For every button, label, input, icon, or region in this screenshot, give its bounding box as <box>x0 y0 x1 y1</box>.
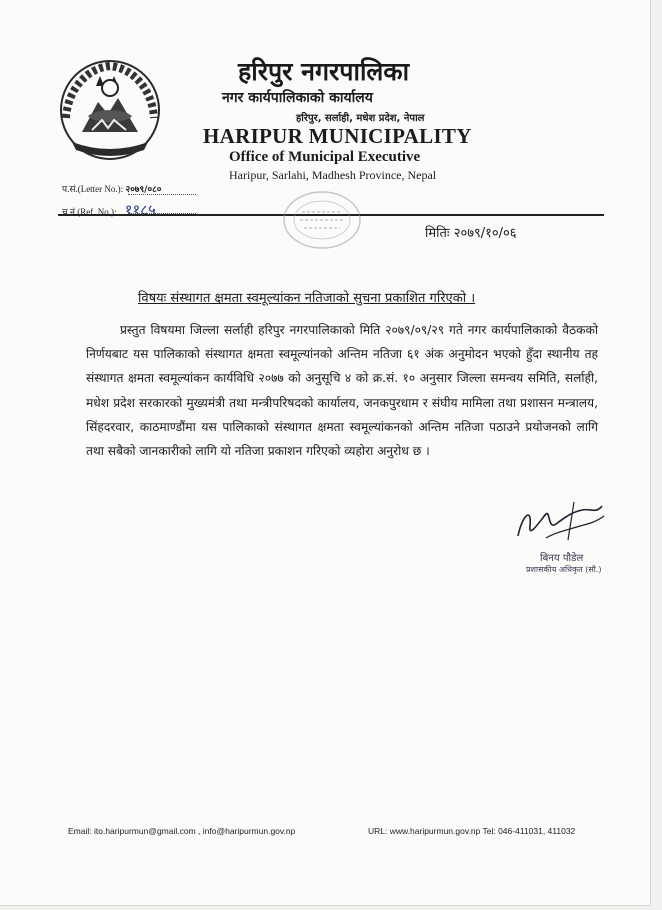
signatory-title: प्रशासकीय अधिकृत (सौ.) <box>526 565 602 574</box>
address-nepali: हरिपुर, सर्लाही, मधेश प्रदेश, नेपाल <box>296 113 425 124</box>
municipality-name-english: HARIPUR MUNICIPALITY <box>203 124 472 148</box>
reference-number <box>62 200 156 220</box>
date-label: मितिः <box>425 226 450 241</box>
letter-body: प्रस्तुत विषयमा जिल्ला सर्लाही हरिपुर नगरपालिकाको मिति २०७९/०९/२९ गते नगर कार्यपालिकाको वैठकको निर्णयबाट यस पालिकाको संस्थागत क्षमता स्वमूल्यांनको अन्तिम नतिजा ६१ अंक अनुमोदन भएको हुँदा स्थानीय तह संस्थागत क्षमता स्वमूल्यांकन कार्यविधि २०७७ को अनुसूचि ४ को क्र.सं. १० अनुसार जिल्ला समन्वय समिति, सर्लाही, मधेश प्रदेश सरकारको मुख्यमंत्री तथा मन्त्रीपरिषदको कार्यालय, जनकपुरधाम र संघीय मामिला तथा प्रशासन मन्त्रालय, सिंहदरवार, काठमाण्डौंमा यस पालिकाको संस्थागत क्षमता स्वमूल्यांकनको अन्तिम नतिजा पठाउने प्रयोजनको लागि तथा सबैको जानकारीको लागि यो नतिजा प्रकाशन गरिएको व्यहोरा अनुरोध छ । <box>86 323 598 459</box>
letter-number-value: २०७९/०८० <box>125 185 162 195</box>
subject-line: विषयः संस्थागत क्षमता स्वमूल्यांकन नतिजाको सुचना प्रकाशित गरिएको । <box>138 291 476 306</box>
date-value: २०७९/१०/०६ <box>453 226 517 241</box>
handwritten-signature-icon <box>512 496 608 548</box>
signatory-name: बिनय पौडेल <box>540 553 584 564</box>
address-english: Haripur, Sarlahi, Madhesh Province, Nepal <box>229 168 437 182</box>
office-name-english: Office of Municipal Executive <box>229 149 421 165</box>
office-name-nepali: नगर कार्यपालिकाको कार्यालय <box>222 90 373 106</box>
footer-email: Email: ito.haripurmun@gmail.com , info@haripurmun.gov.np <box>68 826 296 836</box>
reference-number-label: च.नं.(Ref. No.): <box>62 207 117 217</box>
footer-contact: URL: www.haripurmun.gov.np Tel: 046-411031, 411032 <box>368 826 576 836</box>
faded-office-stamp-icon <box>280 186 364 254</box>
nepal-government-emblem-icon <box>58 58 162 162</box>
letter-number-label: प.सं.(Letter No.): <box>62 184 124 194</box>
municipality-name-nepali: हरिपुर नगरपालिका <box>238 57 410 86</box>
letter-number-underline <box>128 194 196 195</box>
letter-date <box>425 223 517 241</box>
reference-number-value: ११८५ <box>124 201 156 219</box>
